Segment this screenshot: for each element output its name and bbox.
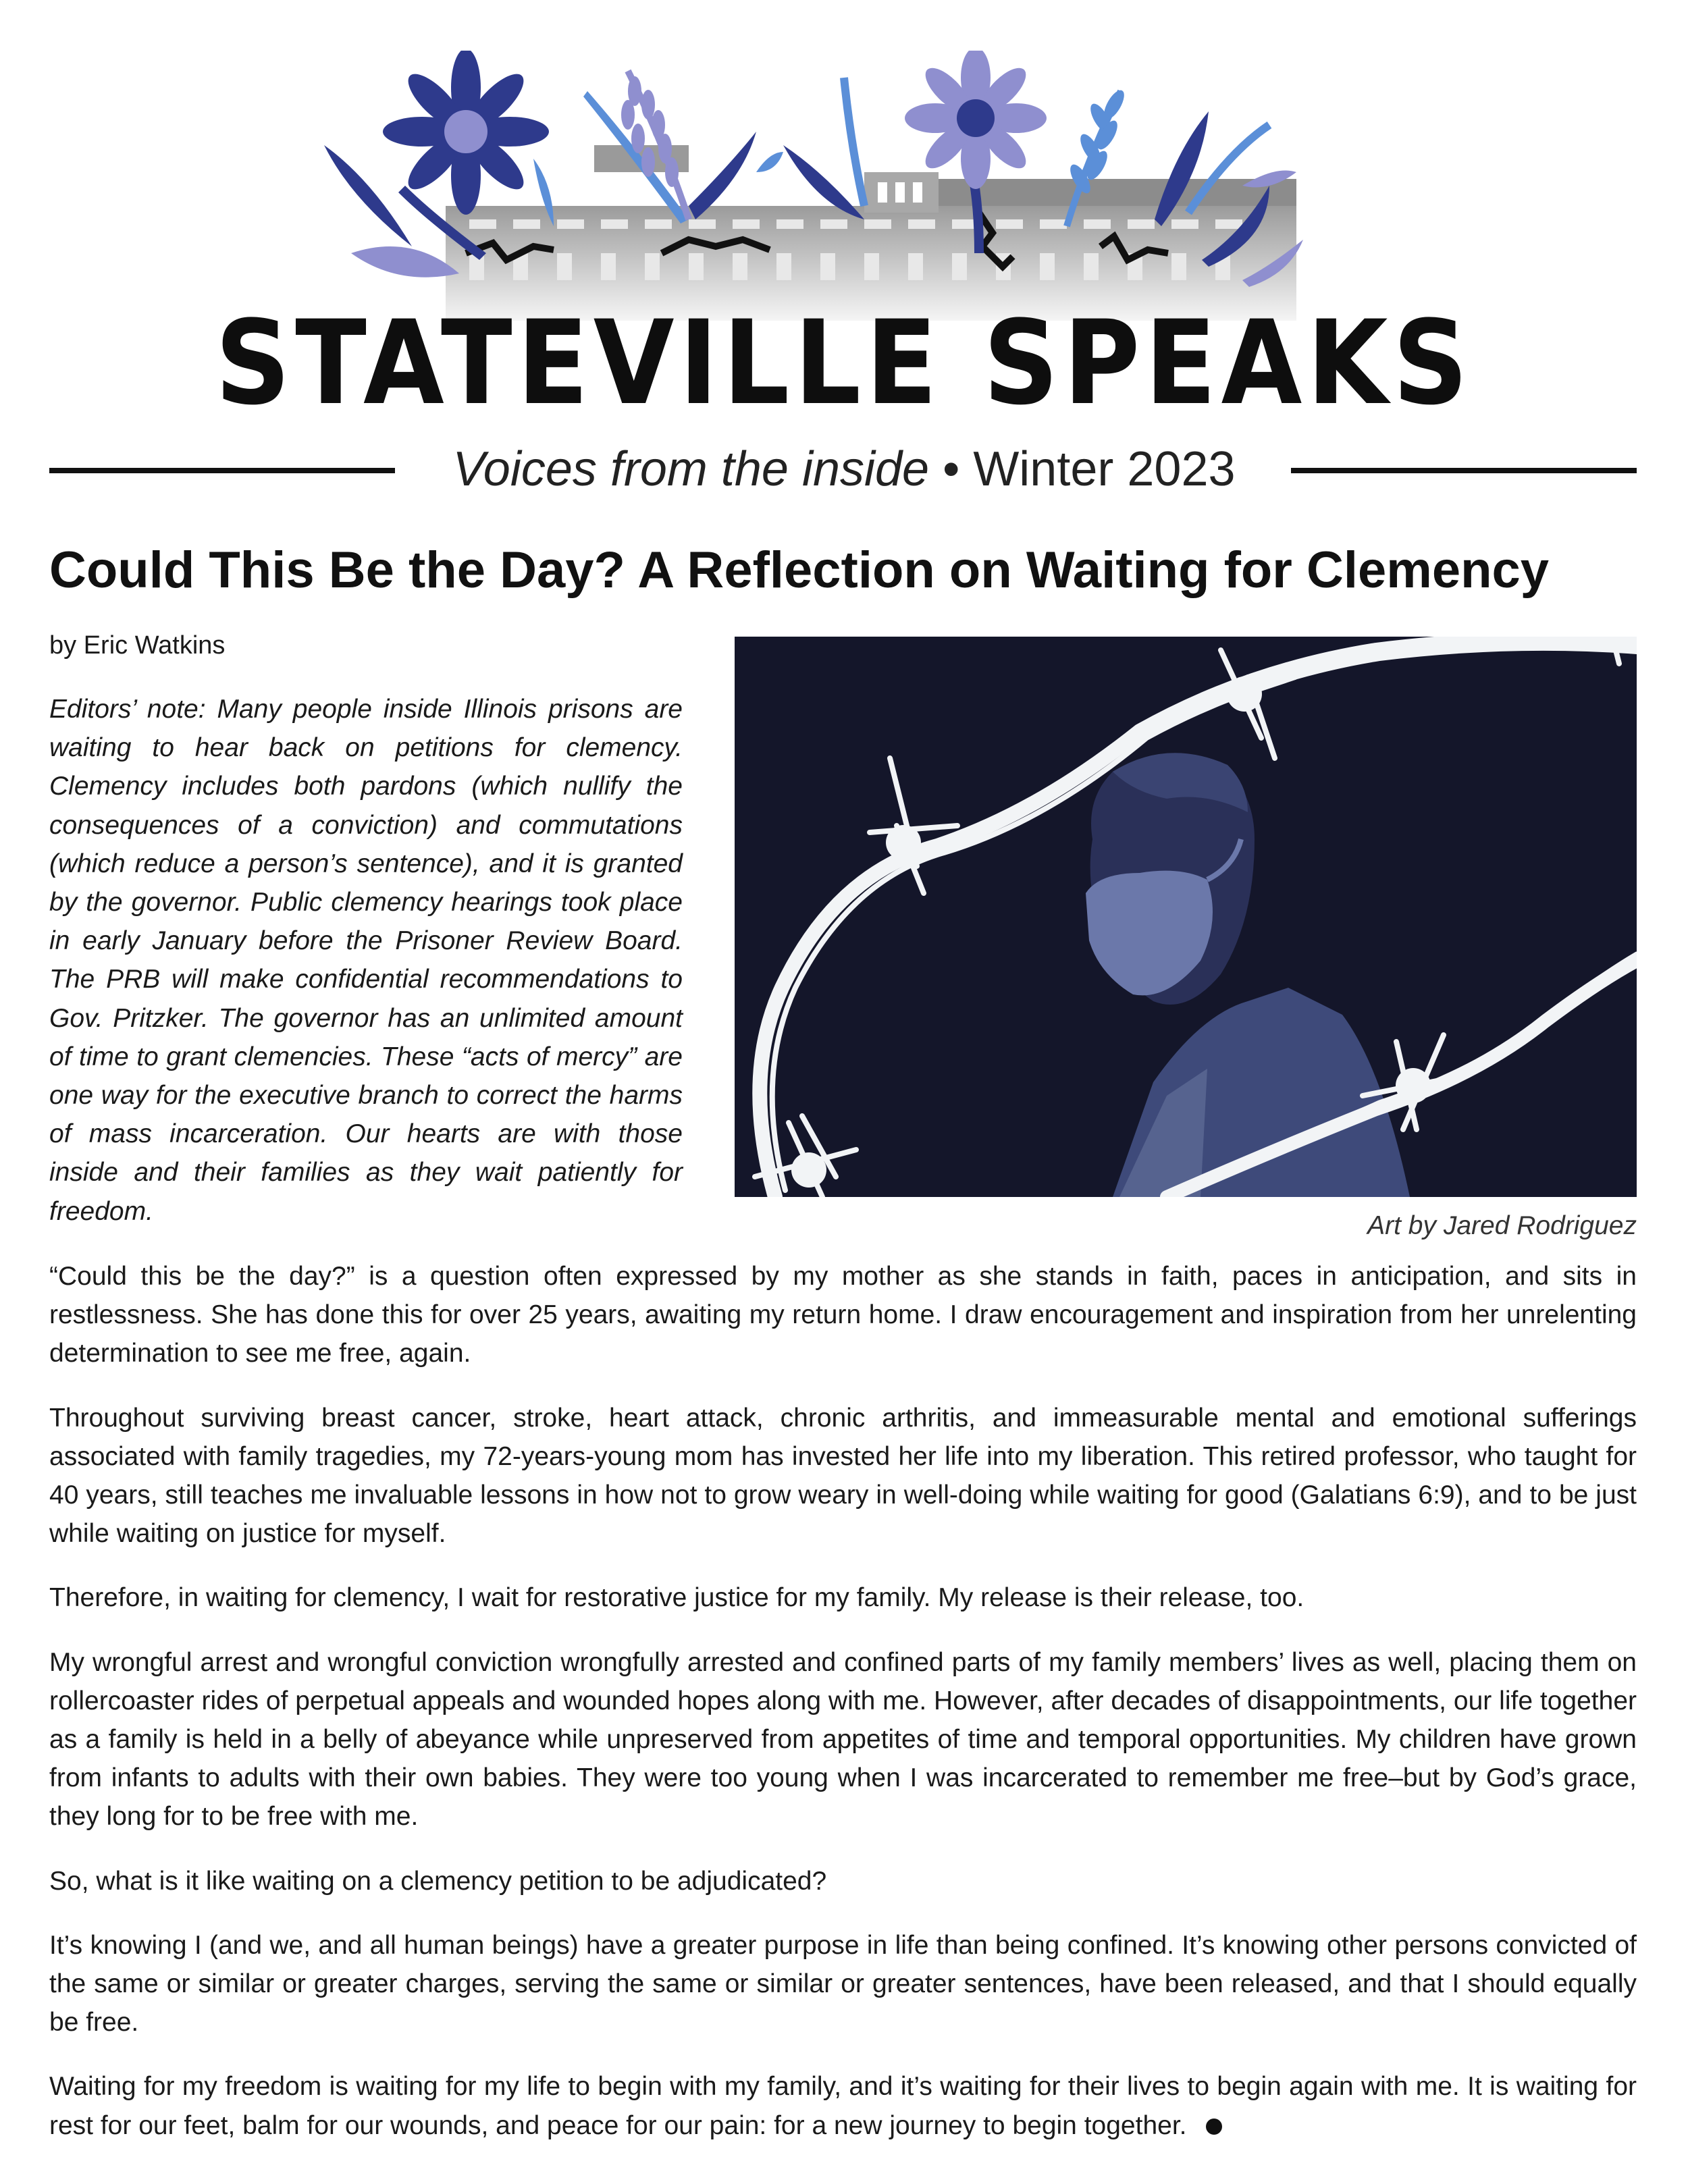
prison-building bbox=[446, 145, 1296, 321]
article-body bbox=[49, 1257, 1637, 2170]
masthead-tagline bbox=[405, 435, 1283, 503]
final-paragraph-text: Waiting for my freedom is waiting for my life to begin with my family, and it’s waiting for their lives to begin again with me. It is waiting for rest for our feet, balm for our wounds, and peace for our pain: for a new journey to begin together. bbox=[49, 2072, 1637, 2140]
article-illustration bbox=[735, 637, 1637, 1197]
body-paragraph: Therefore, in waiting for clemency, I wait for restorative justice for my family. My release is their release, too. bbox=[49, 1583, 1304, 1613]
masthead-illustration bbox=[311, 51, 1364, 321]
tagline-separator: • bbox=[943, 442, 960, 496]
body-paragraph: “Could this be the day?” is a question often expressed by my mother as she stands in faith, paces in anticipation, and sits in restlessness. She has done this for over 25 years, awaiting my return home. I draw encouragement and inspiration from her unrelenting determination to see me free, again. bbox=[49, 1262, 1637, 1368]
end-mark-icon bbox=[1206, 2119, 1222, 2135]
tagline-voices: Voices from the inside bbox=[452, 442, 930, 496]
body-paragraph: Throughout surviving breast cancer, stroke, heart attack, chronic arthritis, and immeasurable mental and emotional sufferings associated with family tragedies, my 72-years-young mom has invested her life into my liberation. This retired professor, who taught for 40 years, still teaches me invaluable lessons in how not to grow weary in well-doing while waiting for good (Galatians 6:9), and to be just while waiting on justice for myself. bbox=[49, 1403, 1637, 1549]
body-paragraph-last bbox=[49, 2067, 1637, 2144]
masthead-rule-right bbox=[1291, 468, 1637, 473]
body-paragraph: It’s knowing I (and we, and all human beings) have a greater purpose in life than being confined. It’s knowing other persons convicted of the same or similar or greater charges, serving the same or similar or greater sentences, have been released, and that I should equally be free. bbox=[49, 1930, 1637, 2037]
editors-note: Editors’ note: Many people inside Illinois prisons are waiting to hear back on petitions for clemency. Clemency includes both pardons (which nullify the consequences of a conviction) and commutations (which reduce a person’s sentence), and it is granted by the governor. Public clemency hearings took place in early January before the Prisoner Review Board. The PRB will make confidential recommendations to Gov. Pritzker. The governor has an unlimited amount of time to grant clemencies. These “acts of mercy” are one way for the executive branch to correct the harms of mass incarceration. Our hearts are with those inside and their families as they wait patiently for freedom. bbox=[49, 695, 683, 1226]
body-paragraph: So, what is it like waiting on a clemency petition to be adjudicated? bbox=[49, 1866, 827, 1896]
masthead-rule-left bbox=[49, 468, 395, 473]
article-headline: Could This Be the Day? A Reflection on Waiting for Clemency bbox=[49, 541, 1550, 599]
article-byline: by Eric Watkins bbox=[49, 631, 226, 660]
art-credit: Art by Jared Rodriguez bbox=[1367, 1211, 1637, 1240]
body-paragraph: My wrongful arrest and wrongful conviction wrongfully arrested and confined parts of my family members’ lives as well, placing them on rollercoaster rides of perpetual appeals and wounded hopes along with me. However, after decades of disappointments, our life together as a family is held in a belly of abeyance while unpreserved from appetites of time and temporal opportunities. My children have grown from infants to adults with their own babies. They were too young when I was incarcerated to remember me free–but by God’s grace, they long for to be free with me. bbox=[49, 1647, 1637, 1832]
masthead-title: STATEVILLE SPEAKS bbox=[215, 295, 1473, 431]
tagline-issue: Winter 2023 bbox=[973, 442, 1236, 496]
